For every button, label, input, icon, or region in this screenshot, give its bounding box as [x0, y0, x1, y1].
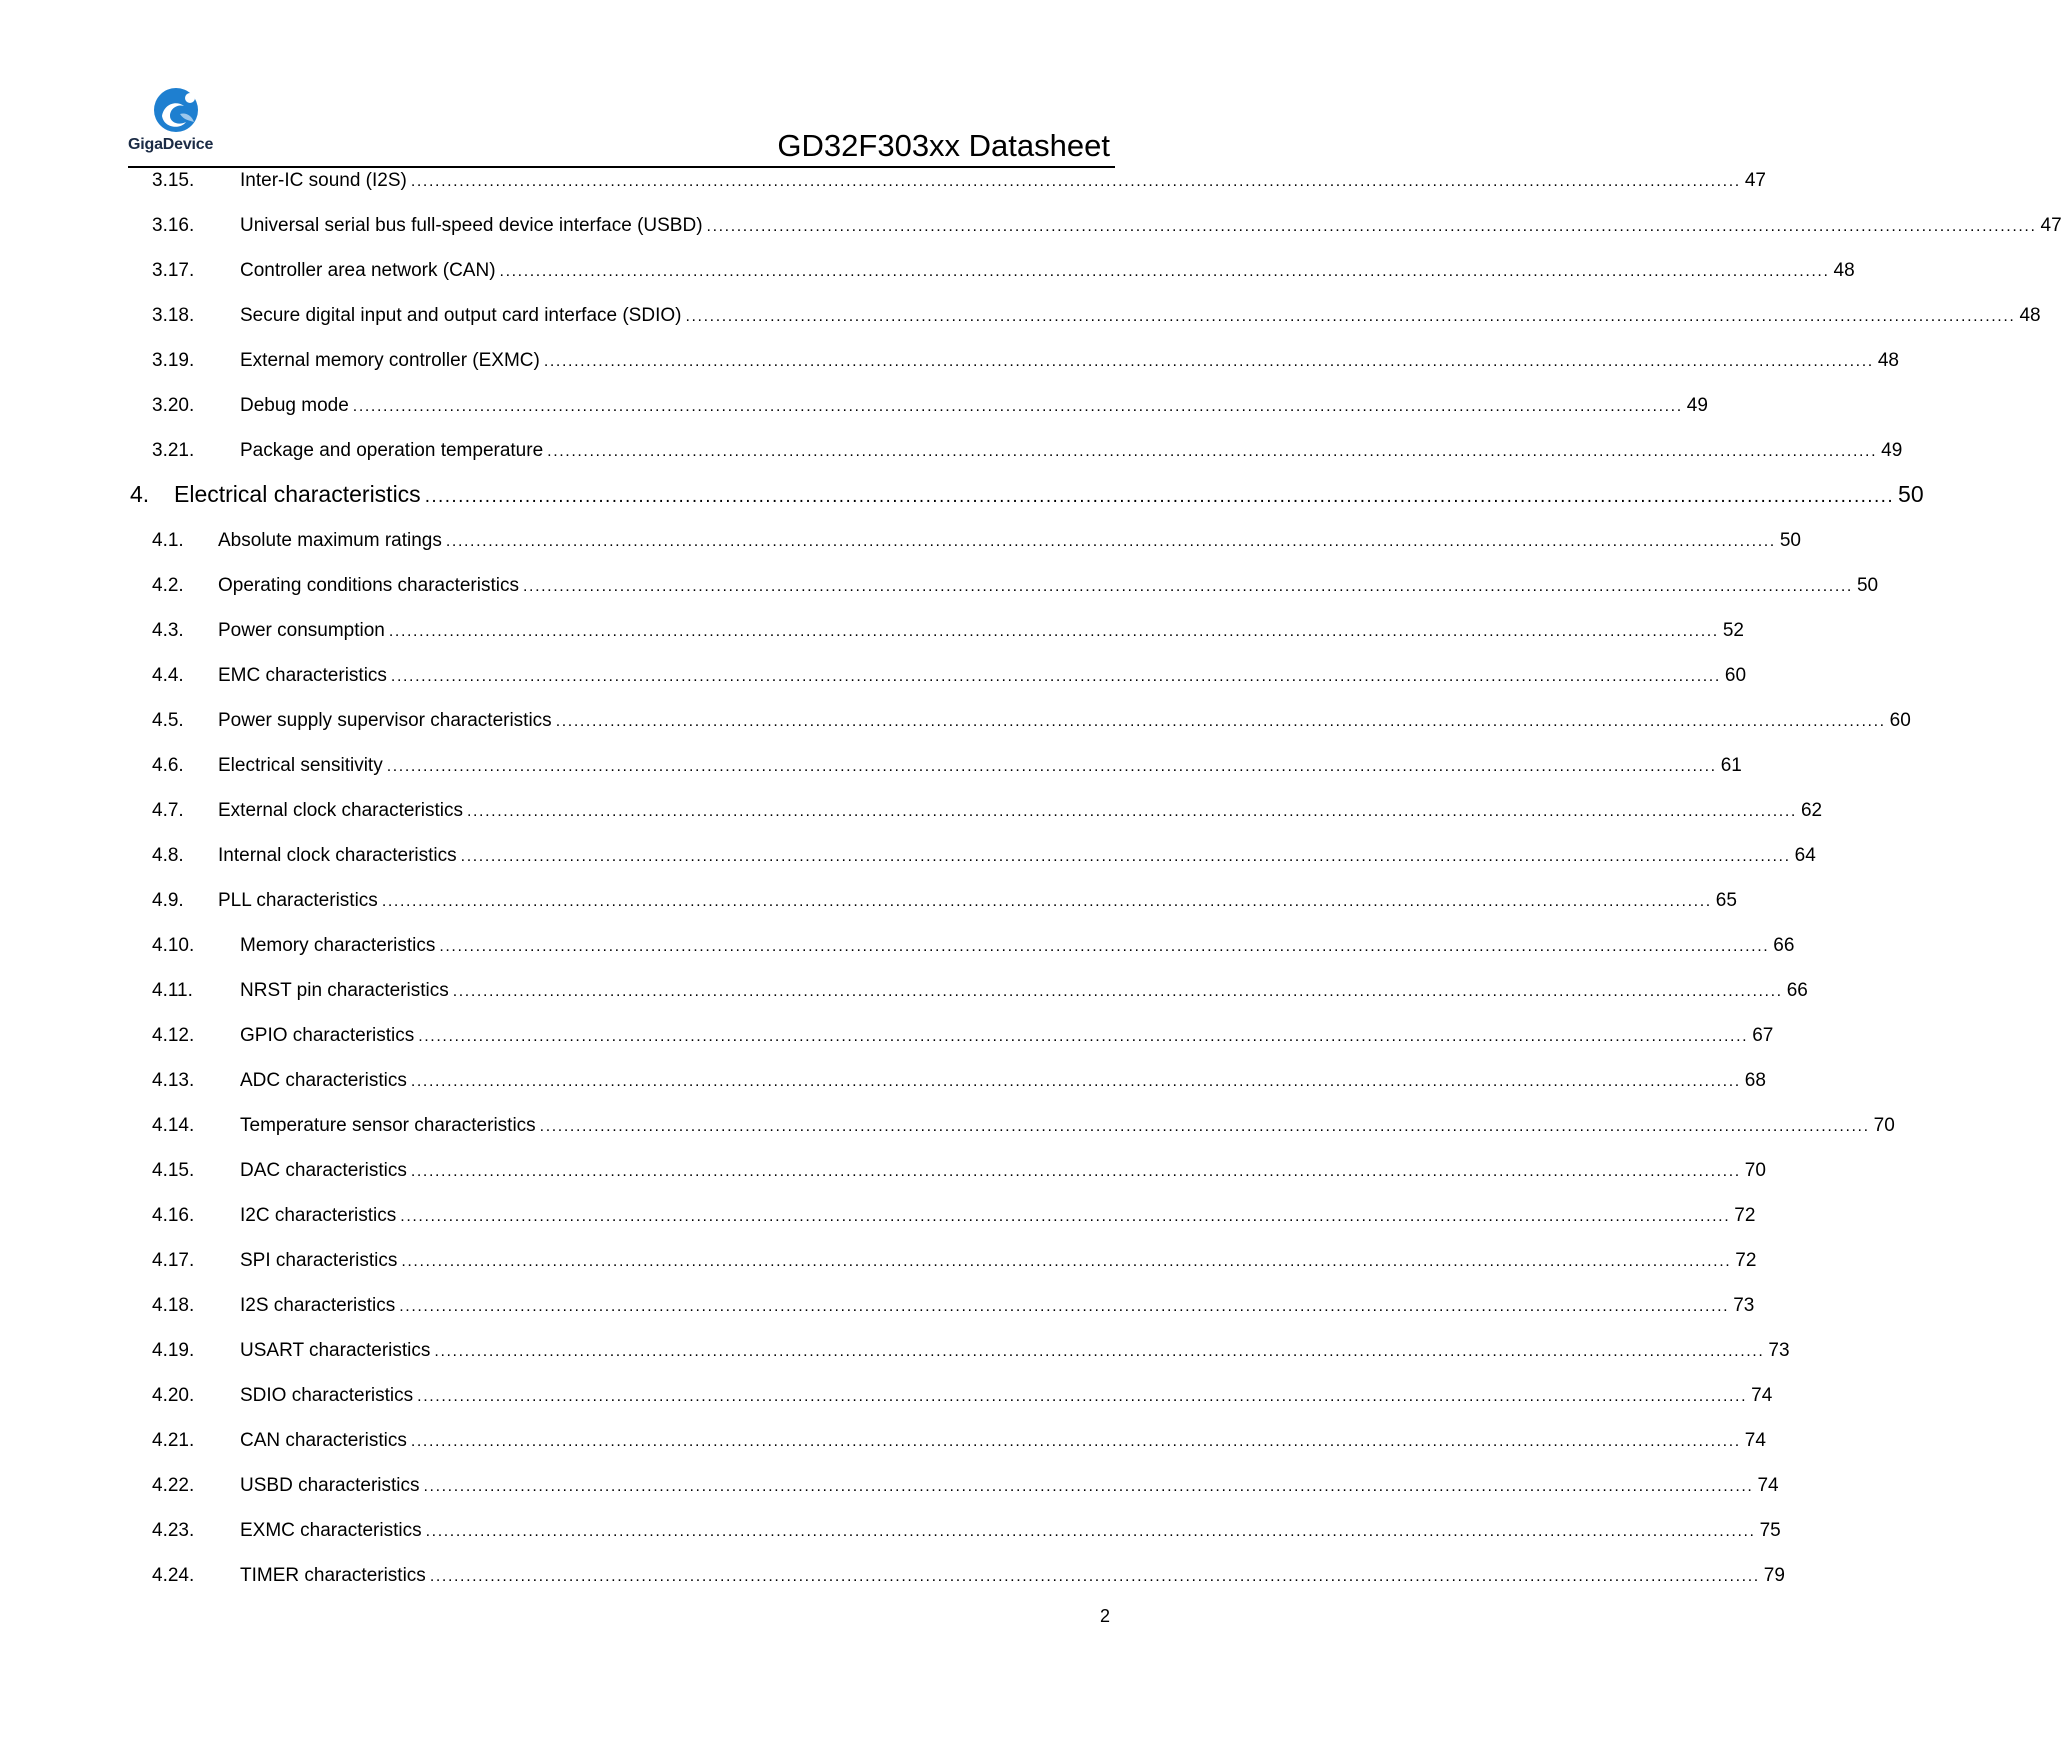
toc-entry-title: CAN characteristics [240, 1430, 407, 1451]
toc-entry-title: SPI characteristics [240, 1250, 398, 1271]
toc-entry-title: External memory controller (EXMC) [240, 350, 540, 371]
toc-entry-title: I2C characteristics [240, 1205, 397, 1226]
toc-dot-leader: ............................................................................................................................................................................................................................ [400, 1208, 1731, 1225]
toc-entry-page: 52 [1722, 620, 1744, 641]
toc-entry-number: 4.2. [152, 575, 184, 596]
toc-dot-leader: ............................................................................................................................................................................................................................ [386, 758, 1717, 775]
toc-entry[interactable] [152, 1520, 1781, 1548]
toc-dot-leader: ............................................................................................................................................................................................................................ [466, 803, 1797, 820]
toc-entry-number: 3.17. [152, 260, 195, 281]
gigadevice-logo-text: GigaDevice [128, 136, 214, 153]
toc-entry-title: Temperature sensor characteristics [240, 1115, 536, 1136]
toc-entry-title: NRST pin characteristics [240, 980, 449, 1001]
toc-entry-page: 47 [2040, 215, 2062, 236]
toc-entry-title: Inter-IC sound (I2S) [240, 170, 407, 191]
toc-entry[interactable] [152, 1070, 1766, 1098]
toc-entry-page: 50 [1898, 481, 1924, 507]
toc-entry-page: 48 [1833, 260, 1855, 281]
toc-entry-number: 4.4. [152, 665, 184, 686]
toc-entry-number: 4.15. [152, 1160, 195, 1181]
toc-entry-number: 4.16. [152, 1205, 195, 1226]
toc-entry[interactable] [152, 710, 1911, 738]
toc-dot-leader: ............................................................................................................................................................................................................................ [434, 1343, 1765, 1360]
toc-entry-page: 72 [1735, 1250, 1757, 1271]
toc-entry-title: EXMC characteristics [240, 1520, 422, 1541]
toc-dot-leader: ............................................................................................................................................................................................................................ [424, 486, 1895, 507]
toc-entry-title: Electrical characteristics [174, 481, 421, 507]
toc-entry-page: 60 [1889, 710, 1911, 731]
toc-entry-page: 66 [1773, 935, 1795, 956]
toc-entry-page: 60 [1724, 665, 1747, 686]
toc-entry-page: 49 [1881, 440, 1903, 461]
toc-entry[interactable] [152, 890, 1737, 918]
toc-entry-title: EMC characteristics [218, 665, 387, 686]
toc-dot-leader: ............................................................................................................................................................................................................................ [452, 983, 1783, 1000]
toc-entry-number: 4.12. [152, 1025, 195, 1046]
toc-entry-title: External clock characteristics [218, 800, 463, 821]
toc-entry[interactable] [152, 755, 1742, 783]
toc-entry[interactable] [152, 170, 1766, 198]
toc-entry-number: 4.21. [152, 1430, 195, 1451]
toc-dot-leader: ............................................................................................................................................................................................................................ [539, 1118, 1870, 1135]
toc-entry-page: 67 [1752, 1025, 1774, 1046]
toc-entry[interactable] [152, 1430, 1766, 1458]
toc-entry-title: Controller area network (CAN) [240, 260, 496, 281]
toc-entry-title: Internal clock characteristics [218, 845, 457, 866]
toc-entry-number: 3.16. [152, 215, 195, 236]
toc-entry-number: 4.17. [152, 1250, 195, 1271]
toc-entry[interactable] [152, 1475, 1779, 1503]
toc-dot-leader: ............................................................................................................................................................................................................................ [399, 1298, 1730, 1315]
toc-entry-title: Absolute maximum ratings [218, 530, 442, 551]
toc-entry-title: Power supply supervisor characteristics [218, 710, 552, 731]
toc-entry-number: 4.20. [152, 1385, 195, 1406]
toc-entry-page: 64 [1794, 845, 1816, 866]
toc-entry-page: 73 [1733, 1295, 1755, 1316]
toc-entry[interactable] [152, 1565, 1785, 1593]
header-divider [128, 166, 1115, 168]
toc-entry-page: 48 [2019, 305, 2041, 326]
toc-entry-number: 4.14. [152, 1115, 195, 1136]
toc-dot-leader: ............................................................................................................................................................................................................................ [390, 668, 1721, 685]
toc-entry-title: Secure digital input and output card interface (SDIO) [240, 305, 682, 326]
toc-dot-leader: ............................................................................................................................................................................................................................ [460, 848, 1791, 865]
page-number: 2 [1099, 1606, 1110, 1626]
toc-entry[interactable] [152, 530, 1801, 558]
toc-dot-leader: ............................................................................................................................................................................................................................ [425, 1523, 1756, 1540]
toc-entry[interactable] [152, 800, 1823, 828]
toc-entry-number: 4.10. [152, 935, 195, 956]
toc-entry[interactable] [152, 395, 1708, 423]
toc-entry[interactable] [152, 1115, 1895, 1143]
document-title: GD32F303xx Datasheet [777, 128, 1110, 163]
toc-entry-page: 79 [1763, 1565, 1785, 1586]
toc-dot-leader: ............................................................................................................................................................................................................................ [445, 533, 1776, 550]
gigadevice-logo [128, 86, 228, 160]
toc-entry-number: 4.18. [152, 1295, 195, 1316]
toc-entry[interactable] [152, 665, 1747, 693]
toc-entry-number: 4. [130, 481, 150, 507]
toc-entry[interactable] [152, 1385, 1773, 1413]
toc-entry-page: 62 [1800, 800, 1823, 821]
toc-entry[interactable] [152, 1025, 1774, 1053]
toc-dot-leader: ............................................................................................................................................................................................................................ [423, 1478, 1754, 1495]
toc-entry-number: 4.1. [152, 530, 184, 551]
toc-entry-number: 4.8. [152, 845, 184, 866]
toc-entry[interactable] [152, 215, 2062, 243]
toc-dot-leader: ............................................................................................................................................................................................................................ [439, 938, 1770, 955]
toc-entry-number: 3.18. [152, 305, 195, 326]
gigadevice-logo-icon [150, 86, 206, 134]
toc-entry-number: 4.22. [152, 1475, 195, 1496]
toc-dot-leader: ............................................................................................................................................................................................................................ [410, 1433, 1741, 1450]
toc-entry-title: TIMER characteristics [240, 1565, 426, 1586]
toc-dot-leader: ............................................................................................................................................................................................................................ [352, 398, 1683, 415]
toc-entry-number: 4.23. [152, 1520, 195, 1541]
toc-entry[interactable] [152, 440, 1903, 468]
toc-entry[interactable] [152, 980, 1808, 1008]
toc-entry-title: I2S characteristics [240, 1295, 396, 1316]
toc-entry[interactable] [152, 350, 1899, 378]
toc-entry-number: 4.7. [152, 800, 184, 821]
toc-entry[interactable] [152, 1205, 1756, 1233]
toc-entry-number: 3.19. [152, 350, 195, 371]
toc-entry-page: 66 [1786, 980, 1808, 1001]
toc-entry-title: GPIO characteristics [240, 1025, 415, 1046]
toc-entry-title: Operating conditions characteristics [218, 575, 519, 596]
toc-entry[interactable] [152, 935, 1795, 963]
toc-entry[interactable] [152, 575, 1879, 603]
toc-entry-number: 4.13. [152, 1070, 195, 1091]
toc-entry-page: 61 [1720, 755, 1742, 776]
toc-dot-leader: ............................................................................................................................................................................................................................ [547, 443, 1878, 460]
toc-entry[interactable] [152, 845, 1816, 873]
toc-entry-page: 70 [1744, 1160, 1766, 1181]
toc-entry-number: 4.6. [152, 755, 184, 776]
toc-entry-page: 73 [1768, 1340, 1790, 1361]
toc-dot-leader: ............................................................................................................................................................................................................................ [388, 623, 1719, 640]
toc-entry-page: 72 [1734, 1205, 1756, 1226]
toc-entry-page: 75 [1759, 1520, 1781, 1541]
toc-entry-title: Universal serial bus full-speed device interface (USBD) [240, 215, 703, 236]
toc-entry-title: DAC characteristics [240, 1160, 407, 1181]
toc-entry[interactable] [152, 620, 1744, 648]
toc-entry-page: 49 [1686, 395, 1708, 416]
toc-entry-title: Memory characteristics [240, 935, 436, 956]
toc-entry[interactable] [152, 1295, 1755, 1323]
toc-dot-leader: ............................................................................................................................................................................................................................ [543, 353, 1874, 370]
toc-dot-leader: ............................................................................................................................................................................................................................ [555, 713, 1886, 730]
toc-entry-title: Power consumption [218, 620, 385, 641]
toc-entry-page: 65 [1715, 890, 1737, 911]
toc-entry-title: USBD characteristics [240, 1475, 420, 1496]
toc-dot-leader: ............................................................................................................................................................................................................................ [410, 1163, 1741, 1180]
toc-dot-leader: ............................................................................................................................................................................................................................ [410, 173, 1741, 190]
toc-dot-leader: ............................................................................................................................................................................................................................ [499, 263, 1830, 280]
toc-entry-page: 74 [1751, 1385, 1773, 1406]
toc-entry[interactable] [152, 1340, 1790, 1368]
toc-entry-title: Debug mode [240, 395, 349, 416]
toc-entry-number: 3.15. [152, 170, 195, 191]
toc-entry-title: ADC characteristics [240, 1070, 407, 1091]
toc-entry-title: SDIO characteristics [240, 1385, 414, 1406]
toc-entry-number: 4.19. [152, 1340, 195, 1361]
toc-entry-title: USART characteristics [240, 1340, 431, 1361]
toc-entry-page: 74 [1757, 1475, 1779, 1496]
toc-entry-page: 48 [1877, 350, 1899, 371]
toc-entry-number: 4.11. [152, 980, 193, 1001]
toc-chapter-entry[interactable] [130, 481, 1924, 515]
toc-dot-leader: ............................................................................................................................................................................................................................ [418, 1028, 1749, 1045]
toc-dot-leader: ............................................................................................................................................................................................................................ [429, 1568, 1760, 1585]
toc-entry-number: 4.5. [152, 710, 184, 731]
toc-dot-leader: ............................................................................................................................................................................................................................ [410, 1073, 1741, 1090]
toc-entry-number: 4.3. [152, 620, 184, 641]
toc-entry-page: 50 [1779, 530, 1801, 551]
toc-entry-number: 4.24. [152, 1565, 195, 1586]
toc-entry-page: 50 [1856, 575, 1879, 596]
toc-entry-page: 68 [1744, 1070, 1766, 1091]
toc-entry[interactable] [152, 260, 1855, 288]
toc-entry[interactable] [152, 1250, 1757, 1278]
toc-entry-number: 3.20. [152, 395, 195, 416]
toc-entry-title: Electrical sensitivity [218, 755, 383, 776]
toc-dot-leader: ............................................................................................................................................................................................................................ [522, 578, 1853, 595]
toc-entry-page: 70 [1873, 1115, 1895, 1136]
toc-dot-leader: ............................................................................................................................................................................................................................ [685, 308, 2016, 325]
toc-entry[interactable] [152, 1160, 1766, 1188]
toc-entry-title: PLL characteristics [218, 890, 378, 911]
toc-entry-title: Package and operation temperature [240, 440, 544, 461]
toc-entry-page: 74 [1744, 1430, 1766, 1451]
toc-dot-leader: ............................................................................................................................................................................................................................ [401, 1253, 1732, 1270]
toc-entry-page: 47 [1744, 170, 1766, 191]
toc-entry[interactable] [152, 305, 2041, 333]
toc-dot-leader: ............................................................................................................................................................................................................................ [381, 893, 1712, 910]
toc-entry-number: 4.9. [152, 890, 184, 911]
toc-dot-leader: ............................................................................................................................................................................................................................ [706, 218, 2037, 235]
toc-dot-leader: ............................................................................................................................................................................................................................ [417, 1388, 1748, 1405]
toc-entry-number: 3.21. [152, 440, 195, 461]
